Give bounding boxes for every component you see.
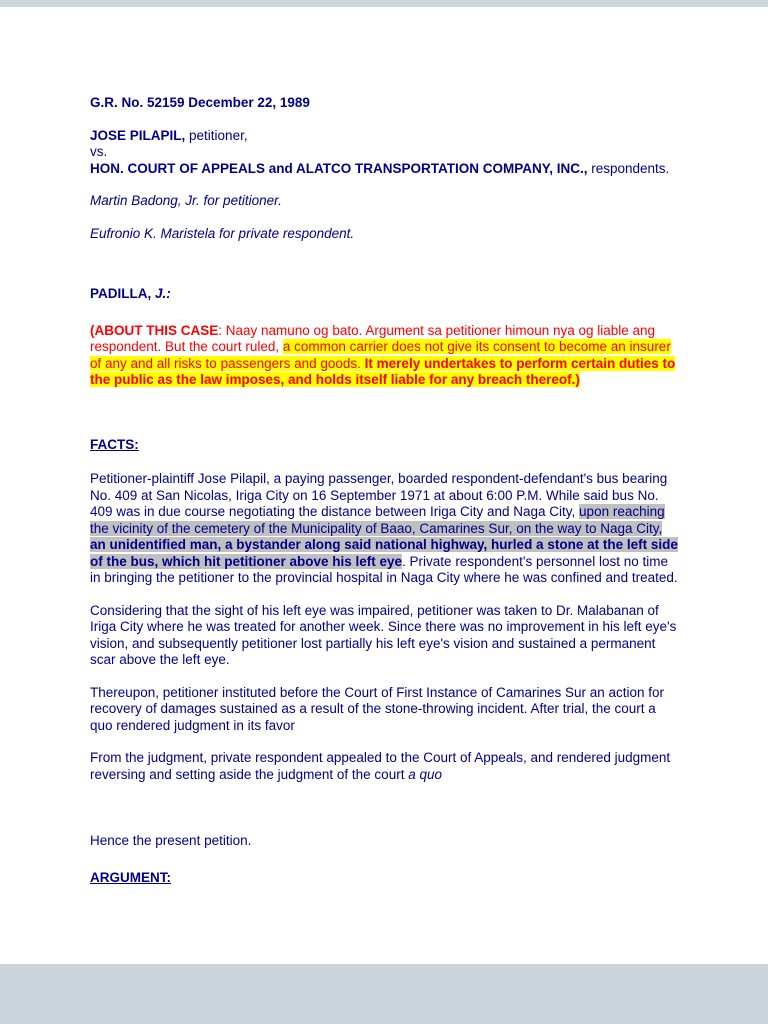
petitioner-line (90, 128, 248, 143)
ponente-line (90, 286, 678, 303)
argument-heading-text: ARGUMENT: (90, 869, 171, 885)
ponente-j: J.: (155, 286, 171, 301)
hence-line: Hence the present petition. (90, 833, 252, 848)
para1-part1: Petitioner-plaintiff Jose Pilapil, a paying passenger, boarded respondent-defendant's bus bearing No. 409 at San Nicolas, Iriga City on 16 September 1971 at about 6:00 P.M. While said bus No. 409 was in due course negotiating the distance between Iriga City and Naga City, (90, 471, 668, 519)
counsel-respondent-line: Eufronio K. Maristela for private respondent. (90, 225, 355, 241)
case-note (90, 323, 678, 389)
facts-paragraph-2: Considering that the sight of his left eye was impaired, petitioner was taken to Dr. Malabanan of Iriga City where he was treated for another week. Since there was no improvement in his left eye's vision, and subsequently petitioner lost partially his left eye's vision and sustained a permanent scar above the left eye. (90, 602, 677, 667)
facts-paragraph-1 (90, 471, 678, 587)
versus-line: vs. (90, 144, 108, 159)
para1-part2: . Private respondent's personnel lost no time in bringing the petitioner to the provincial hospital in Naga City where he was confined and treated. (90, 553, 678, 585)
para4-a-quo: a quo (408, 766, 442, 782)
document-page (0, 7, 768, 964)
respondent-name: HON. COURT OF APPEALS and ALATCO TRANSPORTATION COMPANY, INC., (90, 160, 588, 176)
parties-block (90, 128, 678, 178)
case-note-plain: : Naay namuno og bato. Argument sa petitioner himoun nya og liable ang respondent. But the court ruled, (90, 322, 656, 354)
case-note-label: (ABOUT THIS CASE (90, 322, 219, 338)
facts-paragraph-3: Thereupon, petitioner instituted before the Court of First Instance of Camarines Sur an action for recovery of damages sustained as a result of the stone-throwing incident. After trial, the court a quo rendered judgment in its favor (90, 684, 665, 733)
ponente-name: PADILLA, (90, 286, 155, 301)
argument-heading (90, 870, 678, 887)
para1-highlight-bold: an unidentified man, a bystander along said national highway, hurled a stone at the left side of the bus, which hit petitioner above his left eye (90, 537, 678, 569)
gr-number-line: G.R. No. 52159 December 22, 1989 (90, 95, 310, 110)
counsel-petitioner-line: Martin Badong, Jr. for petitioner. (90, 193, 282, 208)
case-note-highlight-bold: It merely undertakes to perform certain duties to the public as the law imposes, and holds itself liable for any breach thereof.) (90, 355, 676, 387)
petitioner-name: JOSE PILAPIL, (90, 127, 186, 143)
facts-heading-text: FACTS: (90, 436, 139, 452)
case-note-highlight-regular: a common carrier does not give its consent to become an insurer of any and all risks to passengers and goods. (90, 339, 671, 371)
respondent-line (90, 161, 669, 176)
para4-part1: From the judgment, private respondent appealed to the Court of Appeals, and rendered judgment reversing and setting aside the judgment of the court (90, 750, 671, 782)
petitioner-role: petitioner, (185, 127, 248, 143)
para1-highlight-regular: upon reaching the vicinity of the cemetery of the Municipality of Baao, Camarines Sur, on the way to Naga City, (90, 504, 665, 536)
facts-heading (90, 437, 678, 454)
facts-paragraph-4 (90, 750, 678, 783)
respondent-role: respondents. (587, 160, 670, 176)
